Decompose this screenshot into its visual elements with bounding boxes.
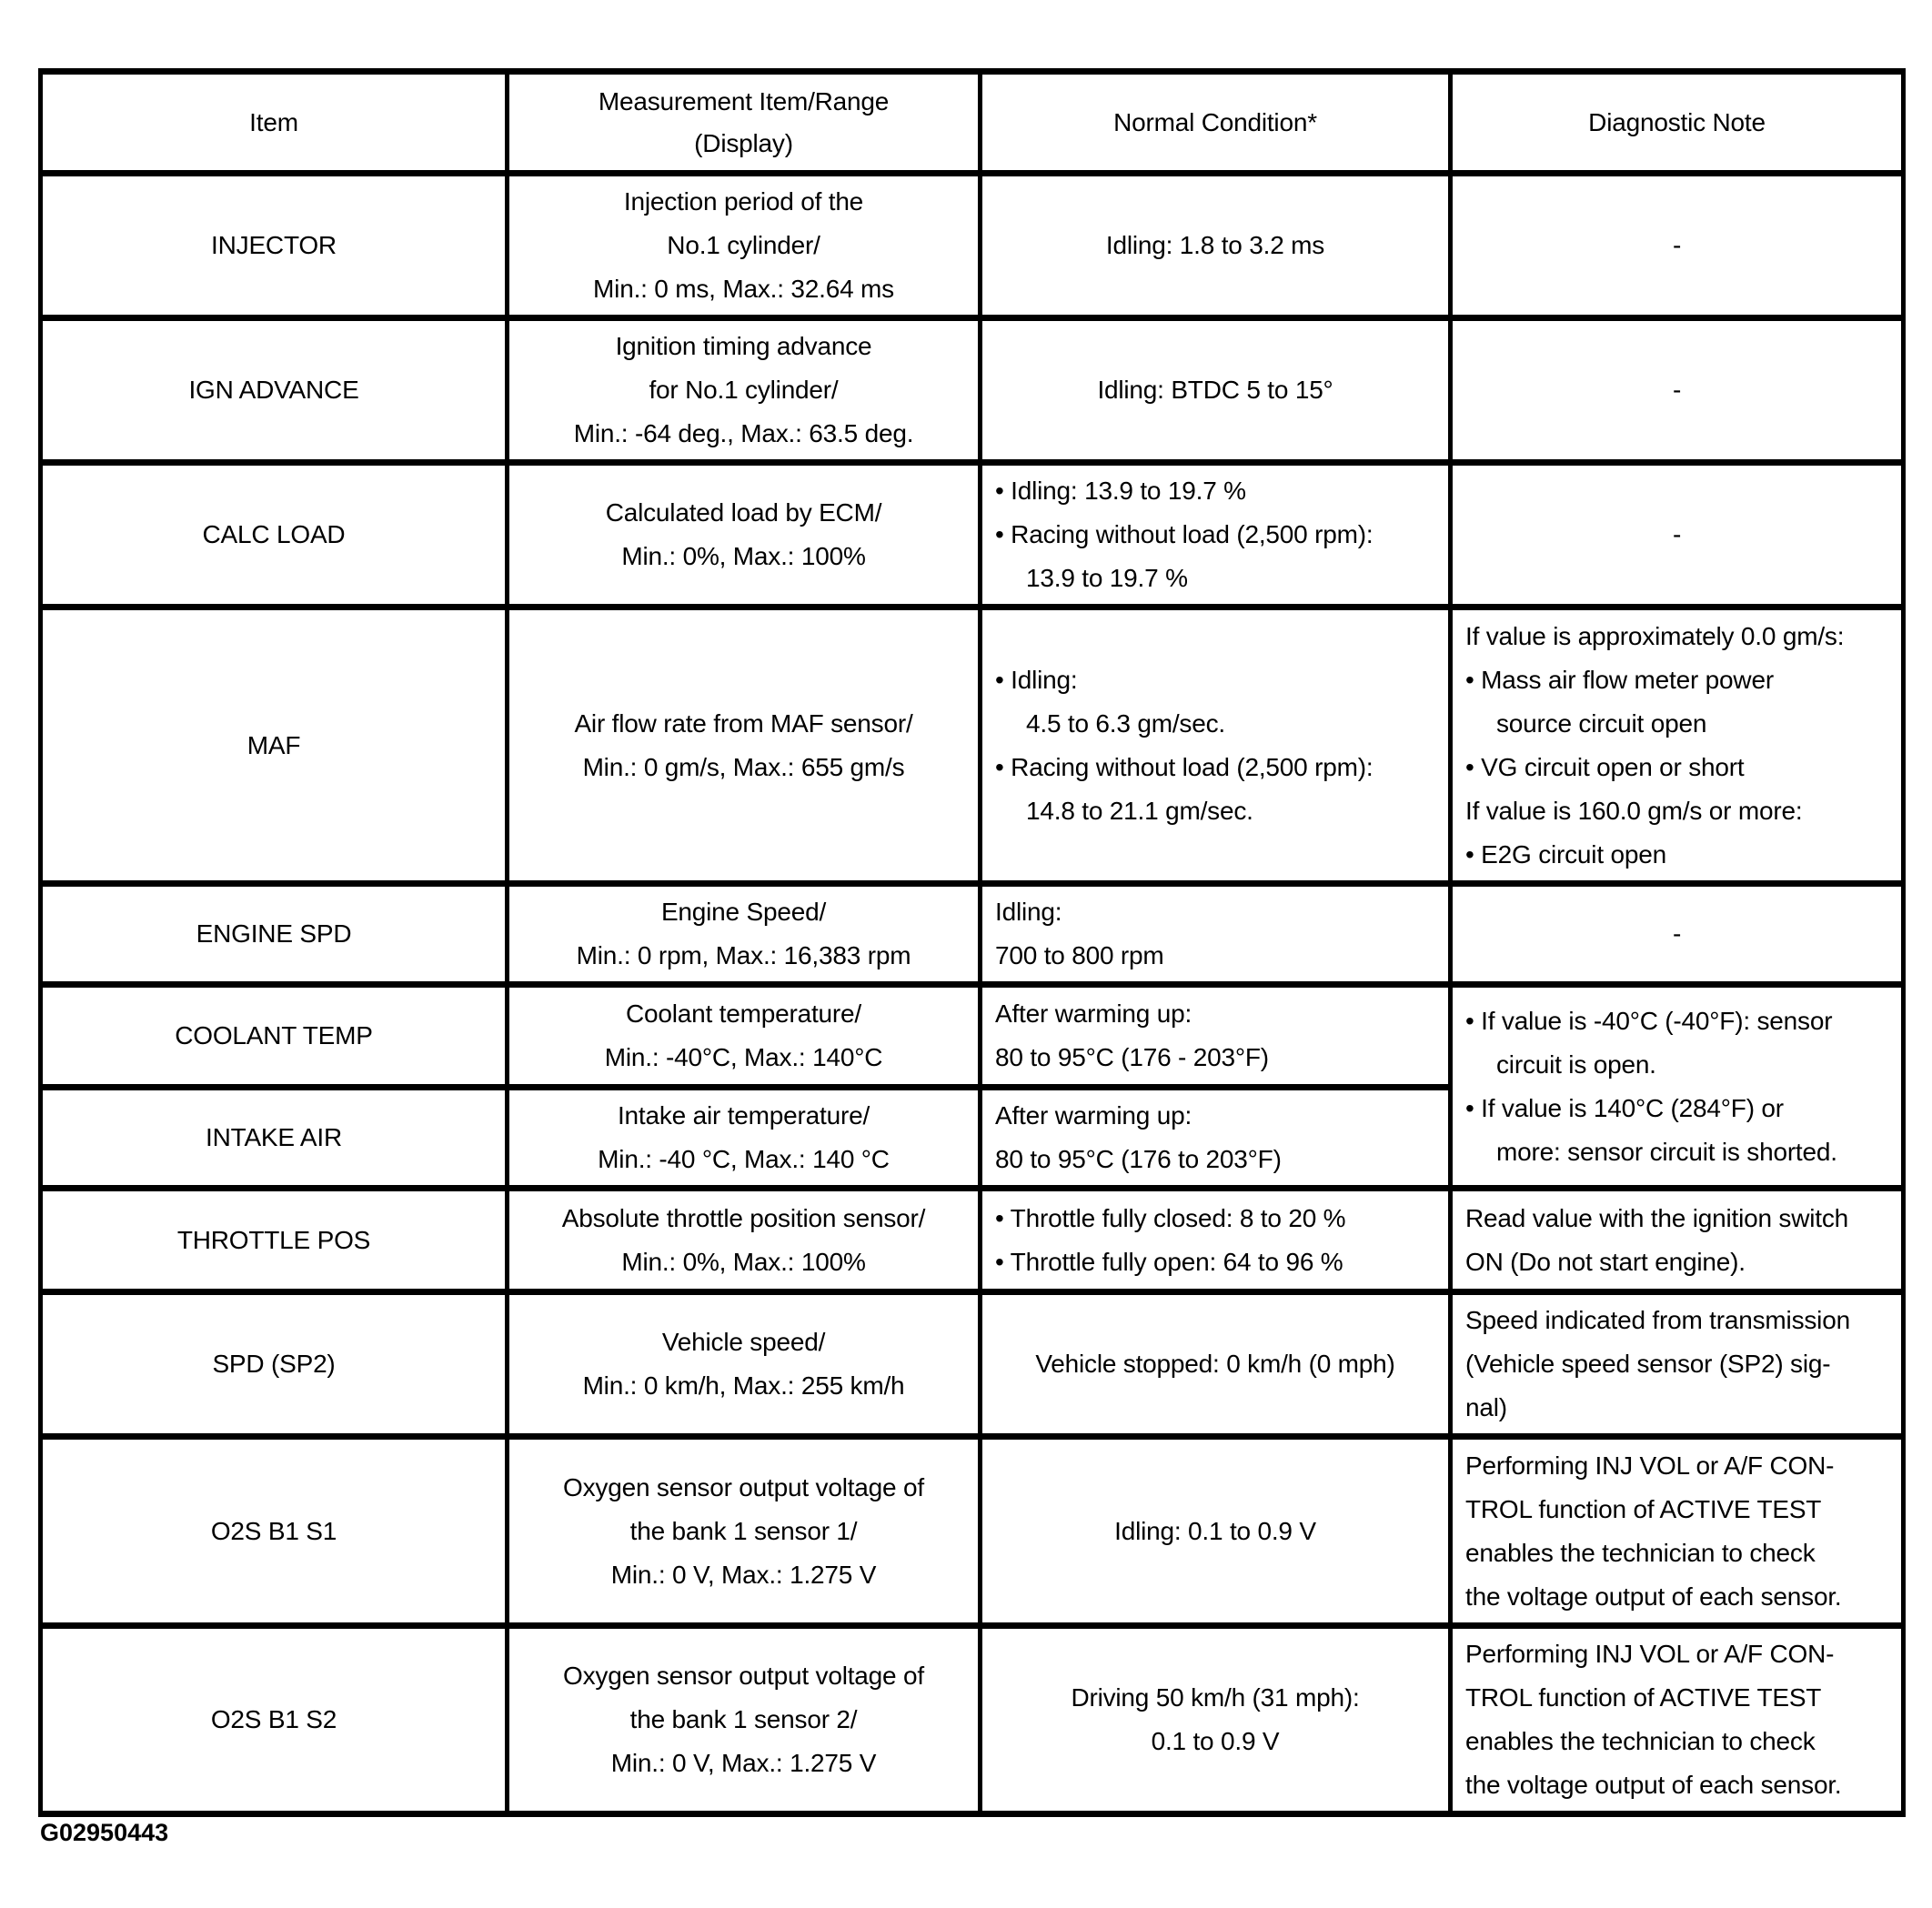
cell-line: 80 to 95°C (176 to 203°F) bbox=[995, 1145, 1282, 1173]
diagnostic-note-cell bbox=[1451, 985, 1904, 1189]
cell-line: MAF bbox=[247, 730, 301, 759]
measurement-cell bbox=[508, 1437, 981, 1626]
normal-condition-cell bbox=[981, 463, 1451, 608]
cell-line: O2S B1 S1 bbox=[210, 1516, 337, 1545]
cell-line: No.1 cylinder/ bbox=[667, 231, 820, 259]
measurement-cell bbox=[508, 884, 981, 985]
cell-line: Diagnostic Note bbox=[1588, 107, 1766, 136]
cell-line: SPD (SP2) bbox=[212, 1350, 336, 1378]
cell-line: more: sensor circuit is shorted. bbox=[1496, 1137, 1837, 1166]
cell-line: • Mass air flow meter power bbox=[1465, 665, 1774, 694]
diagnostic-note-cell bbox=[1451, 318, 1904, 463]
cell-line: Read value with the ignition switch bbox=[1465, 1203, 1849, 1232]
normal-condition-cell bbox=[981, 1189, 1451, 1292]
cell-line: Measurement Item/Range bbox=[598, 86, 890, 115]
diagnostic-note-cell bbox=[1451, 1292, 1904, 1437]
cell-line: • If value is 140°C (284°F) or bbox=[1465, 1093, 1784, 1122]
cell-line: circuit is open. bbox=[1496, 1049, 1656, 1079]
cell-line: Min.: 0 V, Max.: 1.275 V bbox=[610, 1560, 877, 1589]
cell-line: Idling: BTDC 5 to 15° bbox=[1097, 376, 1333, 404]
cell-line: for No.1 cylinder/ bbox=[649, 376, 839, 404]
cell-line: Injection period of the bbox=[623, 187, 864, 216]
cell-line: • Idling: 13.9 to 19.7 % bbox=[995, 477, 1246, 505]
cell-line: nal) bbox=[1465, 1393, 1507, 1421]
cell-line: • Racing without load (2,500 rpm): bbox=[995, 752, 1374, 781]
table-row bbox=[41, 1437, 1904, 1626]
cell-line: INTAKE AIR bbox=[206, 1123, 342, 1151]
cell-line: 4.5 to 6.3 gm/sec. bbox=[1026, 708, 1225, 738]
cell-line: Speed indicated from transmission bbox=[1465, 1306, 1850, 1334]
table-row bbox=[41, 1189, 1904, 1292]
cell-line: ENGINE SPD bbox=[196, 919, 352, 948]
measurement-cell bbox=[508, 1088, 981, 1189]
item-cell bbox=[41, 884, 508, 985]
figure-code: G02950443 bbox=[40, 1819, 169, 1846]
item-cell bbox=[41, 318, 508, 463]
cell-line: If value is approximately 0.0 gm/s: bbox=[1465, 621, 1845, 650]
cell-line: • Idling: bbox=[995, 665, 1078, 694]
cell-line: Normal Condition* bbox=[1113, 107, 1317, 136]
header-row bbox=[41, 72, 1904, 174]
column-header bbox=[508, 72, 981, 174]
cell-line: - bbox=[1672, 231, 1682, 259]
cell-line: Min.: 0 gm/s, Max.: 655 gm/s bbox=[582, 752, 905, 781]
cell-line: Air flow rate from MAF sensor/ bbox=[574, 708, 913, 738]
cell-line: enables the technician to check bbox=[1465, 1538, 1816, 1567]
normal-condition-cell bbox=[981, 985, 1451, 1088]
normal-condition-cell bbox=[981, 318, 1451, 463]
cell-line: 13.9 to 19.7 % bbox=[1026, 564, 1188, 592]
normal-condition-cell bbox=[981, 608, 1451, 884]
measurement-cell bbox=[508, 1292, 981, 1437]
cell-line: COOLANT TEMP bbox=[175, 1021, 373, 1049]
cell-line: Idling: 1.8 to 3.2 ms bbox=[1105, 231, 1325, 259]
cell-line: (Vehicle speed sensor (SP2) sig- bbox=[1465, 1350, 1831, 1378]
cell-line: Min.: -64 deg., Max.: 63.5 deg. bbox=[573, 419, 914, 447]
item-cell bbox=[41, 1292, 508, 1437]
cell-line: • VG circuit open or short bbox=[1465, 752, 1745, 781]
cell-line: 700 to 800 rpm bbox=[995, 941, 1164, 969]
cell-line: Vehicle stopped: 0 km/h (0 mph) bbox=[1035, 1350, 1395, 1378]
cell-line: O2S B1 S2 bbox=[210, 1705, 337, 1733]
cell-line: Idling: 0.1 to 0.9 V bbox=[1114, 1516, 1316, 1545]
cell-line: Min.: 0 V, Max.: 1.275 V bbox=[610, 1749, 877, 1777]
cell-line: THROTTLE POS bbox=[176, 1225, 371, 1254]
cell-line: • E2G circuit open bbox=[1465, 839, 1666, 869]
cell-line: TROL function of ACTIVE TEST bbox=[1465, 1683, 1822, 1712]
measurement-cell bbox=[508, 174, 981, 318]
cell-line: After warming up: bbox=[995, 999, 1192, 1028]
cell-line: Oxygen sensor output voltage of bbox=[563, 1662, 924, 1690]
table-row bbox=[41, 174, 1904, 318]
cell-line: IGN ADVANCE bbox=[188, 376, 359, 404]
item-cell bbox=[41, 463, 508, 608]
cell-line: Min.: 0 rpm, Max.: 16,383 rpm bbox=[576, 941, 911, 969]
column-header bbox=[981, 72, 1451, 174]
cell-line: If value is 160.0 gm/s or more: bbox=[1465, 796, 1803, 825]
table-row bbox=[41, 1292, 1904, 1437]
item-cell bbox=[41, 985, 508, 1088]
cell-line: (Display) bbox=[694, 128, 793, 157]
cell-line: CALC LOAD bbox=[202, 520, 346, 548]
normal-condition-cell bbox=[981, 1626, 1451, 1814]
cell-line: Absolute throttle position sensor/ bbox=[561, 1203, 926, 1232]
normal-condition-cell bbox=[981, 1088, 1451, 1189]
diagnostic-note-cell bbox=[1451, 1189, 1904, 1292]
cell-line: Min.: 0%, Max.: 100% bbox=[621, 1247, 866, 1276]
normal-condition-cell bbox=[981, 1437, 1451, 1626]
cell-line: Min.: 0 ms, Max.: 32.64 ms bbox=[593, 275, 894, 303]
table-head bbox=[41, 72, 1904, 174]
item-cell bbox=[41, 1626, 508, 1814]
cell-line: Engine Speed/ bbox=[660, 898, 827, 926]
measurement-cell bbox=[508, 985, 981, 1088]
cell-line: Oxygen sensor output voltage of bbox=[563, 1472, 924, 1501]
measurement-cell bbox=[508, 318, 981, 463]
cell-line: • Throttle fully closed: 8 to 20 % bbox=[995, 1203, 1346, 1232]
cell-line: Min.: -40 °C, Max.: 140 °C bbox=[598, 1145, 890, 1173]
cell-line: Coolant temperature/ bbox=[625, 999, 862, 1028]
diagnostic-note-cell bbox=[1451, 463, 1904, 608]
normal-condition-cell bbox=[981, 1292, 1451, 1437]
cell-line: - bbox=[1672, 919, 1682, 948]
item-cell bbox=[41, 174, 508, 318]
table-row bbox=[41, 884, 1904, 985]
cell-line: • If value is -40°C (-40°F): sensor bbox=[1465, 1006, 1833, 1035]
cell-line: 0.1 to 0.9 V bbox=[1151, 1727, 1280, 1755]
cell-line: - bbox=[1672, 520, 1682, 548]
cell-line: the bank 1 sensor 1/ bbox=[629, 1516, 858, 1545]
measurement-cell bbox=[508, 1189, 981, 1292]
cell-line: • Throttle fully open: 64 to 96 % bbox=[995, 1247, 1343, 1276]
cell-line: Calculated load by ECM/ bbox=[605, 498, 882, 527]
cell-line: - bbox=[1672, 376, 1682, 404]
cell-line: After warming up: bbox=[995, 1101, 1192, 1130]
diagnostic-note-cell bbox=[1451, 608, 1904, 884]
item-cell bbox=[41, 608, 508, 884]
column-header bbox=[41, 72, 508, 174]
cell-line: Idling: bbox=[995, 898, 1062, 926]
normal-condition-cell bbox=[981, 174, 1451, 318]
measurement-cell bbox=[508, 463, 981, 608]
measurement-cell bbox=[508, 1626, 981, 1814]
cell-line: 14.8 to 21.1 gm/sec. bbox=[1026, 796, 1253, 825]
cell-line: Min.: -40°C, Max.: 140°C bbox=[604, 1043, 883, 1071]
cell-line: source circuit open bbox=[1496, 708, 1707, 738]
column-header bbox=[1451, 72, 1904, 174]
table-row bbox=[41, 608, 1904, 884]
diagnostic-data-table bbox=[38, 68, 1906, 1817]
diagnostic-note-cell bbox=[1451, 174, 1904, 318]
cell-line: ON (Do not start engine). bbox=[1465, 1247, 1746, 1276]
table-row bbox=[41, 1626, 1904, 1814]
item-cell bbox=[41, 1437, 508, 1626]
cell-line: Min.: 0%, Max.: 100% bbox=[621, 542, 866, 570]
item-cell bbox=[41, 1088, 508, 1189]
normal-condition-cell bbox=[981, 884, 1451, 985]
cell-line: Min.: 0 km/h, Max.: 255 km/h bbox=[582, 1371, 905, 1400]
cell-line: Item bbox=[249, 107, 298, 136]
table-row bbox=[41, 318, 1904, 463]
cell-line: Intake air temperature/ bbox=[617, 1101, 870, 1130]
cell-line: enables the technician to check bbox=[1465, 1727, 1816, 1755]
cell-line: Performing INJ VOL or A/F CON- bbox=[1465, 1451, 1835, 1480]
item-cell bbox=[41, 1189, 508, 1292]
cell-line: • Racing without load (2,500 rpm): bbox=[995, 520, 1374, 548]
cell-line: the voltage output of each sensor. bbox=[1465, 1771, 1842, 1799]
cell-line: 80 to 95°C (176 - 203°F) bbox=[995, 1043, 1269, 1071]
cell-line: Ignition timing advance bbox=[615, 332, 872, 360]
cell-line: Performing INJ VOL or A/F CON- bbox=[1465, 1640, 1835, 1668]
diagnostic-note-cell bbox=[1451, 884, 1904, 985]
cell-line: the voltage output of each sensor. bbox=[1465, 1582, 1842, 1611]
cell-line: Vehicle speed/ bbox=[661, 1328, 826, 1356]
table-body bbox=[41, 174, 1904, 1814]
diagnostic-note-cell bbox=[1451, 1437, 1904, 1626]
diagnostic-note-cell bbox=[1451, 1626, 1904, 1814]
cell-line: INJECTOR bbox=[211, 231, 337, 259]
cell-line: TROL function of ACTIVE TEST bbox=[1465, 1494, 1822, 1523]
measurement-cell bbox=[508, 608, 981, 884]
cell-line: Driving 50 km/h (31 mph): bbox=[1071, 1683, 1360, 1712]
table-row bbox=[41, 463, 1904, 608]
cell-line: the bank 1 sensor 2/ bbox=[629, 1705, 858, 1733]
table-row bbox=[41, 985, 1904, 1088]
